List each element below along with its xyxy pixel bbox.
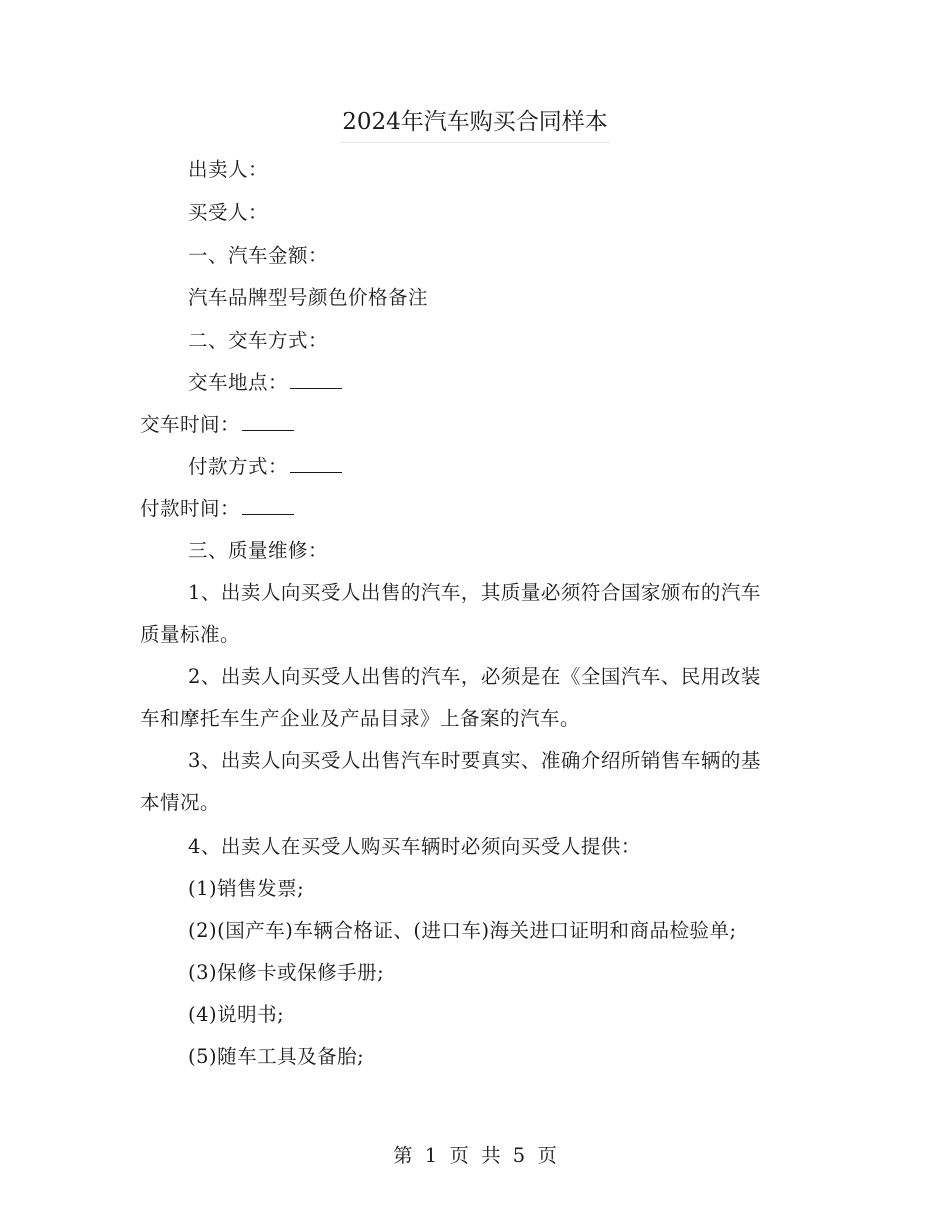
page-footer: 第 1 页 共 5 页 [393, 1144, 557, 1167]
payment-time-line [140, 493, 294, 525]
payment-method-label: 付款方式： [188, 455, 289, 478]
list-item: (3)保修卡或保修手册; [188, 961, 385, 984]
document-title: 2024年汽车购买合同样本 [340, 104, 610, 143]
delivery-place-line [188, 367, 342, 399]
document-title-wrapper [0, 104, 950, 143]
payment-method-line [188, 451, 342, 483]
delivery-place-label: 交车地点： [188, 371, 289, 394]
clause2-line2: 车和摩托车生产企业及产品目录》上备案的汽车。 [140, 707, 581, 730]
section2-heading: 二、交车方式： [188, 329, 329, 352]
section3-heading: 三、质量维修： [188, 539, 329, 562]
delivery-time-label: 交车时间： [140, 413, 241, 436]
clause4-line1: 4、出卖人在买受人购买车辆时必须向买受人提供： [188, 835, 641, 858]
list-item: (5)随车工具及备胎; [188, 1045, 365, 1068]
delivery-time-line [140, 409, 294, 441]
seller-line: 出卖人： [188, 158, 269, 181]
list-item: (2)(国产车)车辆合格证、(进口车)海关进口证明和商品检验单; [188, 919, 737, 942]
section1-heading: 一、汽车金额： [188, 244, 329, 267]
clause1-line2: 质量标准。 [140, 623, 241, 646]
clause3-line2: 本情况。 [140, 791, 221, 814]
section1-columns: 汽车品牌型号颜色价格备注 [188, 286, 429, 309]
list-item: (1)销售发票; [188, 877, 305, 900]
clause3-line1: 3、出卖人向买受人出售汽车时要真实、准确介绍所销售车辆的基 [188, 749, 761, 772]
payment-time-label: 付款时间： [140, 497, 241, 520]
payment-method-blank [290, 452, 342, 473]
delivery-place-blank [290, 368, 342, 389]
list-item: (4)说明书; [188, 1003, 285, 1026]
delivery-time-blank [242, 410, 294, 431]
clause1-line1: 1、出卖人向买受人出售的汽车，其质量必须符合国家颁布的汽车 [188, 581, 761, 604]
clause2-line1: 2、出卖人向买受人出售的汽车，必须是在《全国汽车、民用改装 [188, 665, 761, 688]
payment-time-blank [242, 494, 294, 515]
buyer-line: 买受人： [188, 201, 269, 224]
